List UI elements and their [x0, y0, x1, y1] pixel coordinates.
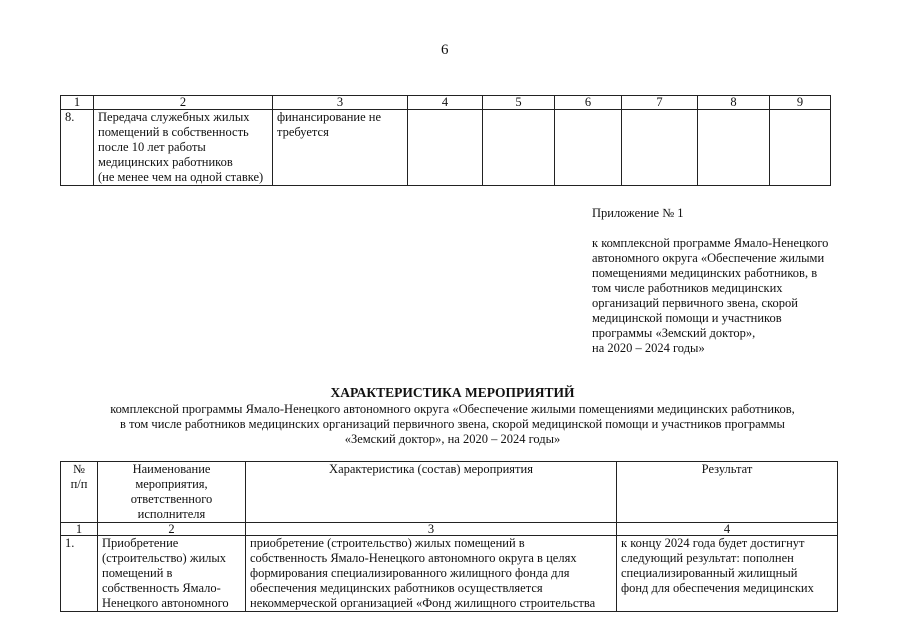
- measure-name-line: медицинских работников: [98, 155, 233, 169]
- characteristic-line: приобретение (строительство) жилых помещений в: [250, 536, 525, 550]
- appendix-line: на 2020 – 2024 годы»: [592, 341, 705, 355]
- result-cell: [617, 536, 838, 612]
- appendix-line: автономного округа «Обеспечение жилыми: [592, 251, 825, 265]
- result-line: специализированный жилищный: [621, 566, 798, 580]
- characteristic-line: некоммерческой организацией «Фонд жилищного строительства: [250, 596, 596, 610]
- characteristic-line: формирования специализированного жилищного фонда для: [250, 566, 570, 580]
- subtitle-line: «Земский доктор», на 2020 – 2024 годы»: [344, 432, 561, 446]
- column-number: 3: [246, 523, 617, 536]
- row-number: 8.: [61, 110, 94, 186]
- result-line: к концу 2024 года будет достигнут: [621, 536, 805, 550]
- measure-name-line: (строительство) жилых: [102, 551, 227, 565]
- appendix-line: организаций первичного звена, скорой: [592, 296, 798, 310]
- section-subtitle: [0, 402, 905, 447]
- column-number: 4: [617, 523, 838, 536]
- measures-table-continued: [60, 95, 831, 186]
- column-number: 8: [698, 96, 770, 110]
- row-number: 1.: [61, 536, 98, 612]
- appendix-line: помещениями медицинских работников, в: [592, 266, 818, 280]
- appendix-line: том числе работников медицинских: [592, 281, 783, 295]
- characteristic-cell: [246, 536, 617, 612]
- section-title: ХАРАКТЕРИСТИКА МЕРОПРИЯТИЙ: [330, 385, 575, 400]
- column-number: 9: [770, 96, 831, 110]
- measure-name-line: Приобретение: [102, 536, 179, 550]
- name-header: [98, 462, 246, 523]
- column-number: 1: [61, 96, 94, 110]
- appendix-line: к комплексной программе Ямало-Ненецкого: [592, 236, 829, 250]
- empty-cell: [770, 110, 831, 186]
- empty-cell: [408, 110, 483, 186]
- measure-name-line: Передача служебных жилых: [98, 110, 250, 124]
- appendix-title: Приложение № 1: [592, 206, 684, 220]
- column-number: 5: [483, 96, 555, 110]
- appendix-line: медицинской помощи и участников: [592, 311, 782, 325]
- measure-name-line: помещений в собственность: [98, 125, 249, 139]
- measure-name-line: Ненецкого автономного: [102, 596, 229, 610]
- measure-name-line: собственность Ямало-: [102, 581, 221, 595]
- measure-name-line: помещений в: [102, 566, 173, 580]
- result-line: следующий результат: пополнен: [621, 551, 794, 565]
- header-line: Наименование: [132, 462, 211, 476]
- characteristic-line: обеспечения медицинских работников осуществляется: [250, 581, 543, 595]
- financing-cell: [273, 110, 408, 186]
- header-line: ответственного: [130, 492, 213, 506]
- table-row: [61, 110, 831, 186]
- column-number: 6: [555, 96, 622, 110]
- appendix-line: программы «Земский доктор»,: [592, 326, 756, 340]
- page-number: 6: [441, 42, 449, 58]
- column-number: 1: [61, 523, 98, 536]
- column-number-row: [61, 523, 838, 536]
- characteristic-header: Характеристика (состав) мероприятия: [246, 462, 617, 523]
- result-header: Результат: [617, 462, 838, 523]
- result-line: фонд для обеспечения медицинских: [621, 581, 814, 595]
- table-row: [61, 536, 838, 612]
- measure-name-cell: [98, 536, 246, 612]
- table-header-row: [61, 462, 838, 523]
- empty-cell: [698, 110, 770, 186]
- empty-cell: [622, 110, 698, 186]
- header-line: п/п: [70, 477, 88, 491]
- column-number-row: [61, 96, 831, 110]
- measure-name-line: после 10 лет работы: [98, 140, 206, 154]
- appendix-reference: [592, 236, 828, 356]
- characteristic-line: собственность Ямало-Ненецкого автономного округа в целях: [250, 551, 577, 565]
- measure-name-line: (не менее чем на одной ставке): [98, 170, 264, 184]
- subtitle-line: в том числе работников медицинских организаций первичного звена, скорой медицинской помощи и участников программы: [120, 417, 785, 431]
- column-number: 3: [273, 96, 408, 110]
- column-number: 7: [622, 96, 698, 110]
- number-header: [61, 462, 98, 523]
- header-line: исполнителя: [137, 507, 206, 521]
- header-line: №: [73, 462, 85, 476]
- financing-line: требуется: [277, 125, 329, 139]
- subtitle-line: комплексной программы Ямало-Ненецкого автономного округа «Обеспечение жилыми помещениями медицинских работников,: [110, 402, 795, 416]
- empty-cell: [483, 110, 555, 186]
- column-number: 2: [98, 523, 246, 536]
- measures-characteristics-table: [60, 461, 838, 612]
- measure-name-cell: [94, 110, 273, 186]
- empty-cell: [555, 110, 622, 186]
- financing-line: финансирование не: [277, 110, 382, 124]
- header-line: мероприятия,: [135, 477, 208, 491]
- column-number: 4: [408, 96, 483, 110]
- column-number: 2: [94, 96, 273, 110]
